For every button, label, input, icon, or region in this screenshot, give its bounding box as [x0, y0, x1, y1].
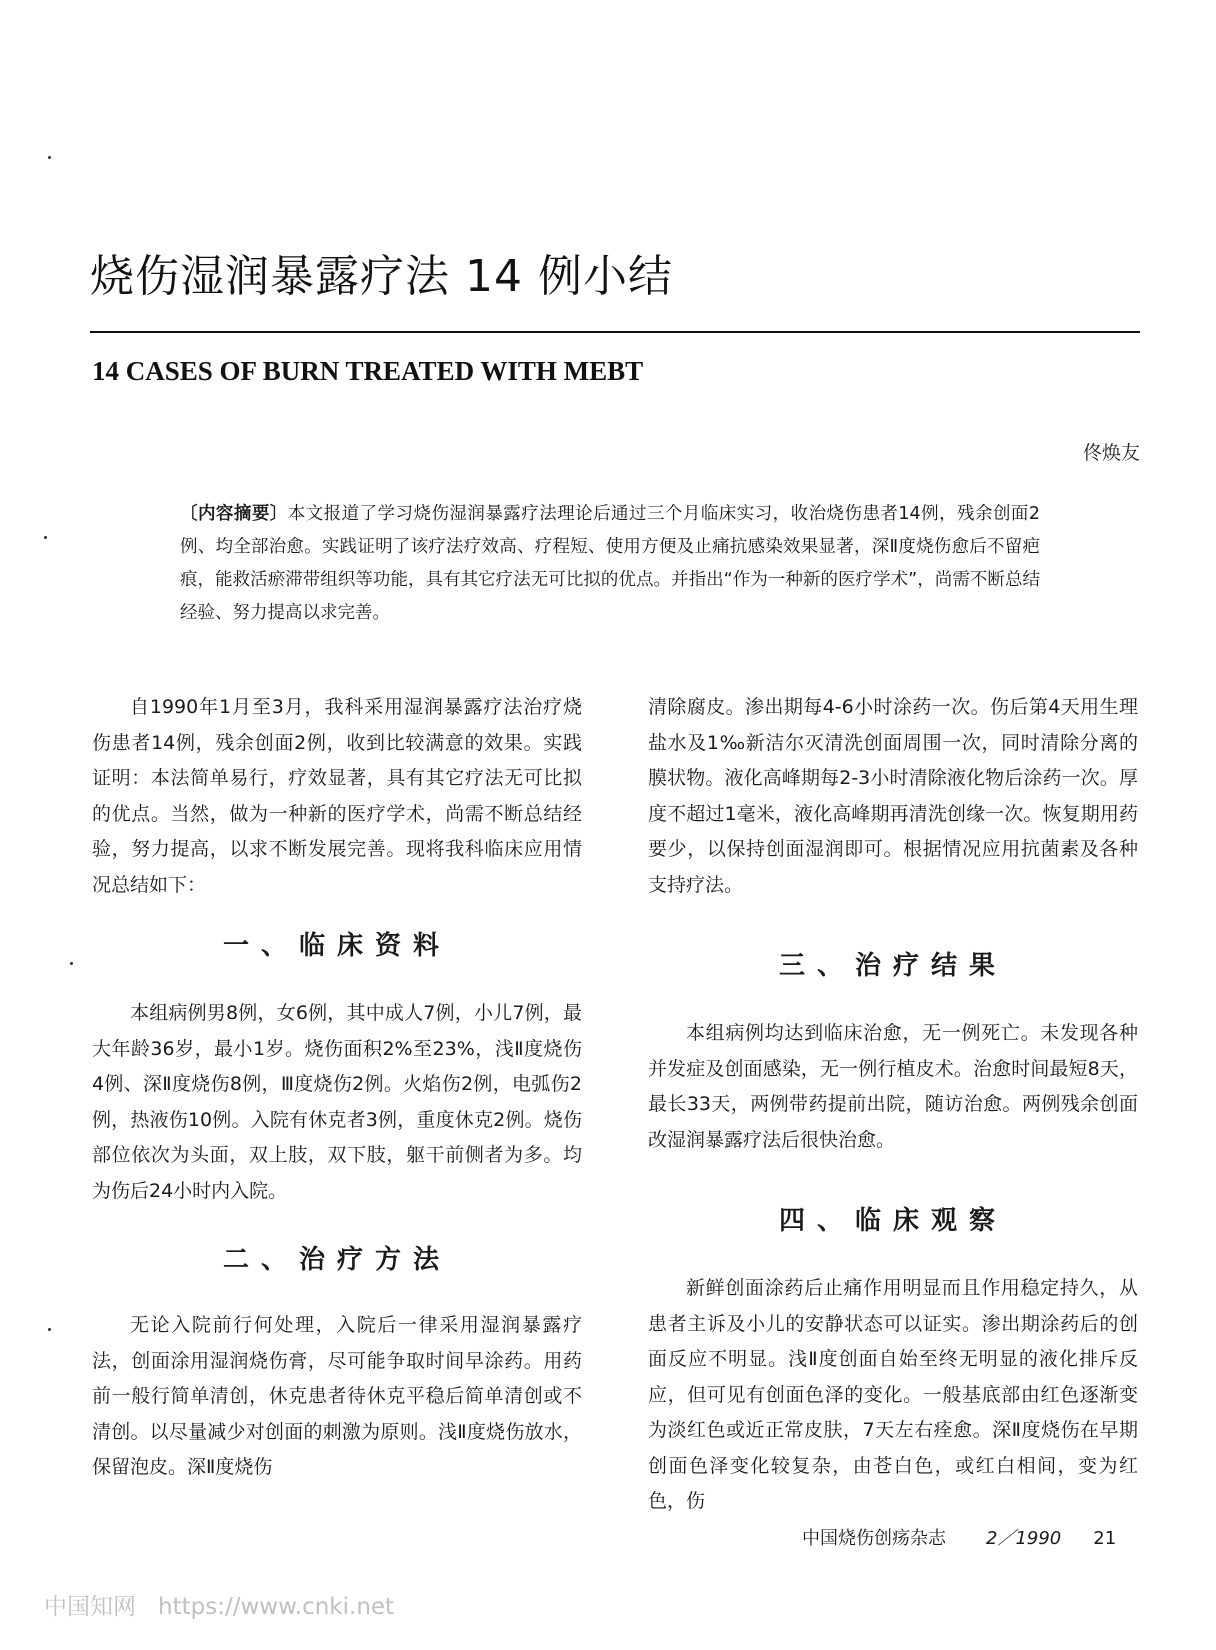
- scan-speck: [44, 536, 47, 539]
- clinical-observation-paragraph: 新鲜创面涂药后止痛作用明显而且作用稳定持久，从患者主诉及小儿的安静状态可以证实。渗出期涂药后的创面反应不明显。浅Ⅱ度创面自始至终无明显的液化排斥反应，但可见有创面色泽的变化。一般基底部由红色逐渐变为淡红色或近正常皮肤，7天左右痊愈。深Ⅱ度烧伤在早期创面色泽变化较复杂，由苍白色，或红白相间，变为红色，伤: [648, 1277, 1138, 1512]
- clinical-data-paragraph: 本组病例男8例，女6例，其中成人7例，小儿7例，最大年龄36岁，最小1岁。烧伤面积2%至23%，浅Ⅱ度烧伤4例、深Ⅱ度烧伤8例，Ⅲ度烧伤2例。火焰伤2例，电弧伤2例，热液伤10例。入院有休克者3例，重度休克2例。烧伤部位依次为头面，双上肢，双下肢，躯干前侧者为多。均为伤后24小时内入院。: [92, 1002, 582, 1202]
- left-column: [92, 690, 582, 1486]
- journal-name: 中国烧伤创疡杂志: [802, 1528, 946, 1549]
- english-title: 14 CASES OF BURN TREATED WITH MEBT: [92, 356, 644, 386]
- section-heading-clinical-data: 一、临床资料: [222, 931, 451, 961]
- scan-speck: [70, 962, 73, 965]
- author: 佟焕友: [1082, 442, 1140, 464]
- scan-speck: [48, 1328, 51, 1331]
- right-column: [648, 690, 1138, 1520]
- article-title: 烧伤湿润暴露疗法 14 例小结: [90, 251, 673, 302]
- watermark-url: https://www.cnki.net: [158, 1594, 395, 1620]
- abstract-label: 〔内容摘要〕: [180, 504, 288, 524]
- abstract-text: 本文报道了学习烧伤湿润暴露疗法理论后通过三个月临床实习，收治烧伤患者14例，残余创面2例、均全部治愈。实践证明了该疗法疗效高、疗程短、使用方便及止痛抗感染效果显著，深Ⅱ度烧伤愈后不留疤痕，能救活瘀滞带组织等功能，具有其它疗法无可比拟的优点。并指出“作为一种新的医疗学术”，尚需不断总结经验、努力提高以求完善。: [180, 504, 1041, 623]
- treatment-method-paragraph: 无论入院前行何处理，入院后一律采用湿润暴露疗法，创面涂用湿润烧伤膏，尽可能争取时间早涂药。用药前一般行简单清创，休克患者待休克平稳后简单清创或不清创。以尽量减少对创面的刺激为原则。浅Ⅱ度烧伤放水，保留泡皮。深Ⅱ度烧伤: [92, 1314, 582, 1478]
- treatment-results-paragraph: 本组病例均达到临床治愈，无一例死亡。未发现各种并发症及创面感染，无一例行植皮术。治愈时间最短8天，最长33天，两例带药提前出院，随访治愈。两例残余创面改湿润暴露疗法后很快治愈。: [648, 1022, 1138, 1151]
- watermark-brand: 中国知网: [44, 1594, 136, 1620]
- title-divider: [90, 331, 1140, 333]
- section-heading-treatment-method: 二、治疗方法: [222, 1245, 451, 1275]
- scan-speck: [48, 156, 51, 159]
- section-heading-clinical-observation: 四、临床观察: [778, 1206, 1007, 1236]
- page-number: 21: [1093, 1528, 1117, 1549]
- page-footer: [802, 1524, 1116, 1550]
- issue-number: 2／1990: [986, 1528, 1062, 1549]
- intro-paragraph: 自1990年1月至3月，我科采用湿润暴露疗法治疗烧伤患者14例，残余创面2例，收到比较满意的效果。实践证明：本法简单易行，疗效显著，具有其它疗法无可比拟的优点。当然，做为一种新的医疗学术，尚需不断总结经验，努力提高，以求不断发展完善。现将我科临床应用情况总结如下：: [92, 696, 582, 896]
- cnki-watermark: [44, 1588, 394, 1621]
- section-heading-treatment-results: 三、治疗结果: [778, 951, 1007, 981]
- abstract: [180, 498, 1040, 630]
- treatment-method-continued: 清除腐皮。渗出期每4-6小时涂药一次。伤后第4天用生理盐水及1‰新洁尔灭清洗创面周围一次，同时清除分离的膜状物。液化高峰期每2-3小时清除液化物后涂药一次。厚度不超过1毫米，液化高峰期再清洗创缘一次。恢复期用药要少，以保持创面湿润即可。根据情况应用抗菌素及各种支持疗法。: [648, 696, 1138, 896]
